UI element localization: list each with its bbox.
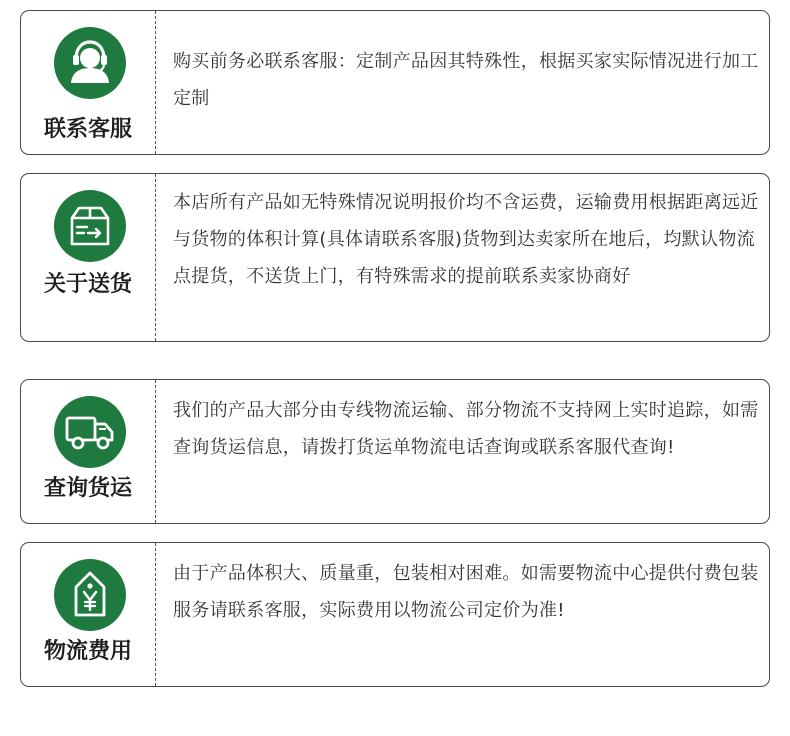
info-card-logistics-fee — [20, 542, 770, 687]
package-box-icon — [54, 190, 126, 262]
card-title: 查询货运 — [43, 476, 132, 501]
card-title: 关于送货 — [43, 272, 132, 297]
delivery-truck-icon — [54, 396, 126, 468]
card-left-panel — [21, 543, 155, 686]
card-title: 物流费用 — [43, 639, 132, 664]
info-card-track-freight — [20, 379, 770, 524]
dashed-divider — [155, 174, 156, 341]
dashed-divider — [155, 11, 156, 154]
price-tag-yen-icon — [54, 559, 126, 631]
info-card-delivery — [20, 173, 770, 342]
dashed-divider — [155, 380, 156, 523]
customer-service-headset-icon — [54, 27, 126, 99]
dashed-divider — [155, 543, 156, 686]
card-description: 由于产品体积大、质量重，包装相对困难。如需要物流中心提供付费包装服务请联系客服，实际费用以物流公司定价为准! — [173, 563, 759, 621]
card-description: 我们的产品大部分由专线物流运输、部分物流不支持网上实时追踪，如需查询货运信息，请拨打货运单物流电话查询或联系客服代查询! — [173, 400, 759, 458]
card-title: 联系客服 — [43, 117, 132, 142]
card-description: 购买前务必联系客服：定制产品因其特殊性，根据买家实际情况进行加工定制 — [173, 51, 759, 109]
card-description: 本店所有产品如无特殊情况说明报价均不含运费，运输费用根据距离远近与货物的体积计算(具体请联系客服)货物到达卖家所在地后，均默认物流点提货，不送货上门，有特殊需求的提前联系卖家协商好 — [173, 192, 759, 287]
info-card-contact-service — [20, 10, 770, 155]
card-left-panel — [21, 11, 155, 154]
card-left-panel — [21, 174, 155, 341]
card-left-panel — [21, 380, 155, 523]
